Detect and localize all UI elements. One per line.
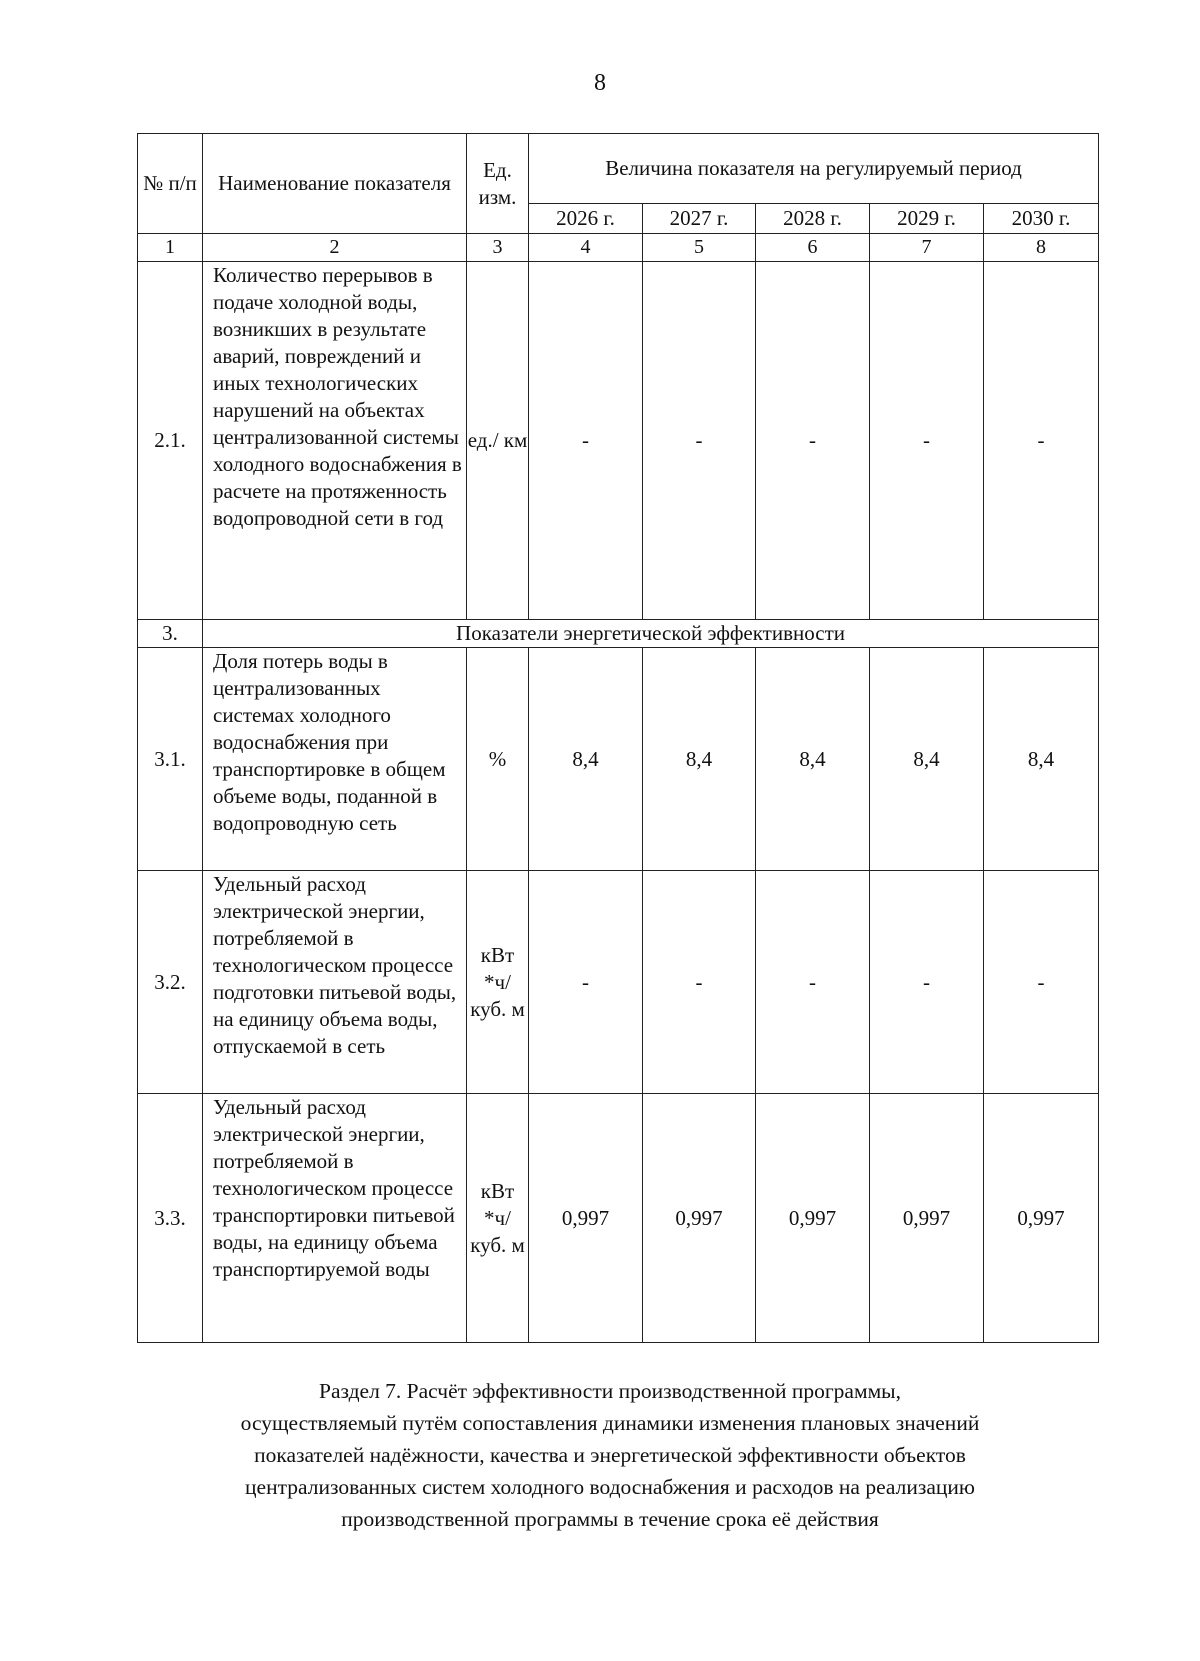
value-cell: 8,4 xyxy=(756,648,870,871)
section-row xyxy=(138,620,1099,648)
index-cell: 4 xyxy=(529,234,643,262)
value-cell: - xyxy=(756,262,870,620)
section-7-line: централизованных систем холодного водоснабжения и расходов на реализацию xyxy=(245,1475,975,1499)
header-year: 2028 г. xyxy=(756,204,870,234)
index-cell: 8 xyxy=(984,234,1099,262)
header-year: 2029 г. xyxy=(870,204,984,234)
value-cell: - xyxy=(756,871,870,1094)
index-cell: 2 xyxy=(203,234,467,262)
value-cell: - xyxy=(529,262,643,620)
index-cell: 5 xyxy=(643,234,756,262)
unit-cell: ед./ км xyxy=(467,262,529,620)
index-cell: 3 xyxy=(467,234,529,262)
row-number: 3.2. xyxy=(138,871,203,1094)
section-7-line: показателей надёжности, качества и энергетической эффективности объектов xyxy=(254,1443,966,1467)
unit-cell: кВт *ч/ куб. м xyxy=(467,1094,529,1343)
value-cell: - xyxy=(529,871,643,1094)
value-cell: - xyxy=(643,262,756,620)
value-cell: - xyxy=(984,262,1099,620)
table-row xyxy=(138,1094,1099,1343)
value-cell: - xyxy=(870,871,984,1094)
page-number: 8 xyxy=(594,70,606,96)
index-row xyxy=(138,234,1099,262)
value-cell: 8,4 xyxy=(984,648,1099,871)
value-cell: 8,4 xyxy=(643,648,756,871)
value-cell: - xyxy=(870,262,984,620)
indicator-name: Удельный расход электрической энергии, потребляемой в технологическом процессе подготовки питьевой воды, на единицу объема воды, отпускаемой в сеть xyxy=(203,871,467,1094)
value-cell: 0,997 xyxy=(756,1094,870,1343)
header-num: № п/п xyxy=(138,134,203,234)
header-year: 2027 г. xyxy=(643,204,756,234)
row-number: 2.1. xyxy=(138,262,203,620)
unit-cell: % xyxy=(467,648,529,871)
section-7-heading xyxy=(150,1375,1070,1535)
index-cell: 7 xyxy=(870,234,984,262)
section-7-line: осуществляемый путём сопоставления динамики изменения плановых значений xyxy=(240,1411,980,1435)
value-cell: - xyxy=(643,871,756,1094)
value-cell: 0,997 xyxy=(984,1094,1099,1343)
table-row xyxy=(138,648,1099,871)
index-cell: 6 xyxy=(756,234,870,262)
section-7-line: Раздел 7. Расчёт эффективности производственной программы, xyxy=(318,1379,901,1403)
table-row xyxy=(138,262,1099,620)
indicator-name: Удельный расход электрической энергии, потребляемой в технологическом процессе транспортировки питьевой воды, на единицу объема транспортируемой воды xyxy=(203,1094,467,1343)
header-year: 2030 г. xyxy=(984,204,1099,234)
header-period: Величина показателя на регулируемый период xyxy=(529,134,1099,204)
row-number: 3.1. xyxy=(138,648,203,871)
indicators-table xyxy=(137,133,1099,1343)
unit-cell: кВт *ч/ куб. м xyxy=(467,871,529,1094)
header-name: Наименование показателя xyxy=(203,134,467,234)
value-cell: 0,997 xyxy=(870,1094,984,1343)
section-number: 3. xyxy=(138,620,203,648)
table-row xyxy=(138,871,1099,1094)
header-row xyxy=(138,134,1099,204)
value-cell: 8,4 xyxy=(529,648,643,871)
header-year: 2026 г. xyxy=(529,204,643,234)
value-cell: 0,997 xyxy=(529,1094,643,1343)
header-unit: Ед. изм. xyxy=(467,134,529,234)
indicator-name: Количество перерывов в подаче холодной воды, возникших в результате аварий, повреждений и иных технологических нарушений на объектах централизованной системы холодного водоснабжения в расчете на протяженность водопроводной сети в год xyxy=(203,262,467,620)
section-title: Показатели энергетической эффективности xyxy=(203,620,1099,648)
index-cell: 1 xyxy=(138,234,203,262)
section-7-line: производственной программы в течение срока её действия xyxy=(341,1507,879,1531)
row-number: 3.3. xyxy=(138,1094,203,1343)
indicator-name: Доля потерь воды в централизованных системах холодного водоснабжения при транспортировке в общем объеме воды, поданной в водопроводную сеть xyxy=(203,648,467,871)
value-cell: 0,997 xyxy=(643,1094,756,1343)
value-cell: - xyxy=(984,871,1099,1094)
value-cell: 8,4 xyxy=(870,648,984,871)
